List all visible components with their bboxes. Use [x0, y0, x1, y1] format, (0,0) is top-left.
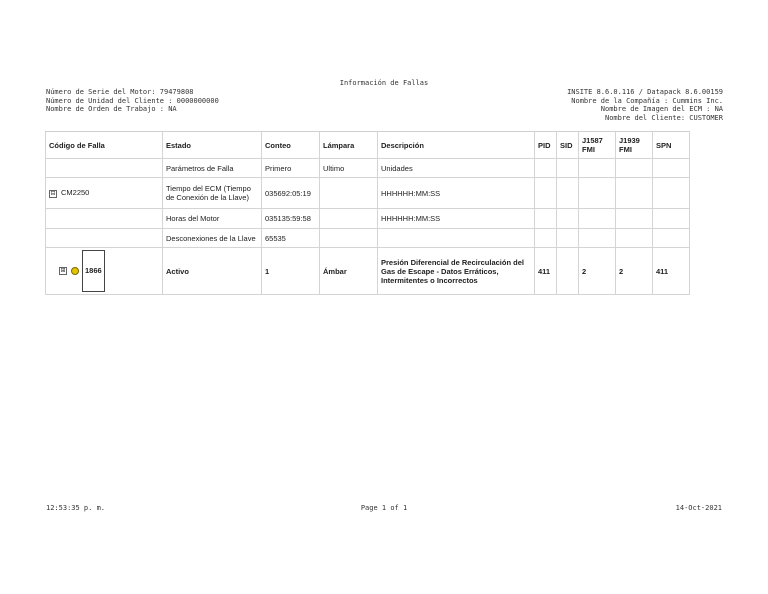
table-cell — [535, 159, 557, 178]
parameter-code: CM2250 — [61, 188, 90, 198]
col-header-pid[interactable]: PID — [535, 132, 557, 159]
table-cell — [535, 209, 557, 229]
footer-date: 14-Oct-2021 — [675, 504, 722, 512]
col-header-status[interactable]: Estado — [163, 132, 262, 159]
table-cell — [557, 178, 579, 209]
header-left-info — [46, 88, 219, 114]
parameter-last-value — [320, 209, 378, 229]
footer-time: 12:53:35 p. m. — [46, 504, 106, 512]
fault-j1939-fmi: 2 — [616, 248, 653, 295]
table-cell — [557, 229, 579, 248]
table-cell — [557, 159, 579, 178]
company-name: Nombre de la Compañía : Cummins Inc. — [571, 96, 723, 105]
subheader-units: Unidades — [378, 159, 535, 178]
customer-name: Nombre del Cliente: CUSTOMER — [604, 113, 723, 122]
ecm-image-name: Nombre de Imagen del ECM : NA — [600, 105, 723, 113]
insite-version: INSITE 8.6.0.116 / Datapack 8.6.00159 — [567, 88, 723, 96]
col-header-sid[interactable]: SID — [557, 132, 579, 159]
report-title: Información de Fallas — [339, 79, 429, 87]
fault-sid — [557, 248, 579, 295]
table-cell — [579, 209, 616, 229]
col-header-j1939-fmi[interactable]: J1939 FMI — [616, 132, 653, 159]
parameter-units: HHHHHH:MM:SS — [378, 178, 535, 209]
subheader-fault-parameters: Parámetros de Falla — [163, 159, 262, 178]
parameter-name: Desconexiones de la Llave — [163, 229, 262, 248]
table-row — [46, 209, 690, 229]
work-order-name: Nombre de Orden de Trabajo : NA — [46, 105, 177, 113]
fault-lamp: Ámbar — [320, 248, 378, 295]
table-row — [46, 229, 690, 248]
fault-code[interactable]: 1866 — [82, 250, 105, 292]
header-right-info — [567, 88, 723, 122]
col-header-description[interactable]: Descripción — [378, 132, 535, 159]
parameter-first-value: 035135:59:58 — [262, 209, 320, 229]
amber-lamp-icon — [71, 267, 79, 275]
customer-unit-number: Número de Unidad del Cliente : 0000000000 — [46, 96, 219, 105]
parameter-last-value — [320, 178, 378, 209]
table-cell — [653, 159, 690, 178]
fault-pid: 411 — [535, 248, 557, 295]
fault-count: 1 — [262, 248, 320, 295]
subheader-last: Ultimo — [320, 159, 378, 178]
parameter-name: Tiempo del ECM (Tiempo de Conexión de la Llave) — [163, 178, 262, 209]
col-header-count[interactable]: Conteo — [262, 132, 320, 159]
table-cell — [579, 229, 616, 248]
table-cell — [653, 178, 690, 209]
table-cell — [46, 178, 163, 209]
table-cell — [616, 229, 653, 248]
parameter-units — [378, 229, 535, 248]
table-cell — [616, 178, 653, 209]
fault-code-cell — [46, 248, 163, 295]
table-subheader-row — [46, 159, 690, 178]
fault-row[interactable] — [46, 248, 690, 295]
table-cell — [557, 209, 579, 229]
table-cell — [579, 178, 616, 209]
table-cell — [616, 209, 653, 229]
parameter-first-value: 65535 — [262, 229, 320, 248]
col-header-fault-code[interactable]: Código de Falla — [46, 132, 163, 159]
parameter-first-value: 035692:05:19 — [262, 178, 320, 209]
col-header-lamp[interactable]: Lámpara — [320, 132, 378, 159]
table-cell — [46, 209, 163, 229]
parameter-name: Horas del Motor — [163, 209, 262, 229]
table-cell — [535, 229, 557, 248]
fault-table — [45, 131, 690, 295]
table-cell — [616, 159, 653, 178]
table-row — [46, 178, 690, 209]
fault-status: Activo — [163, 248, 262, 295]
table-cell — [579, 159, 616, 178]
footer-page-number: Page 1 of 1 — [360, 504, 408, 512]
engine-serial-number: Número de Serie del Motor: 79479808 — [46, 88, 194, 96]
col-header-j1587-fmi[interactable]: J1587 FMI — [579, 132, 616, 159]
table-cell — [653, 229, 690, 248]
table-header-row — [46, 132, 690, 159]
fault-description: Presión Diferencial de Recirculación del Gas de Escape - Datos Erráticos, Intermitentes o Incorrectos — [378, 248, 535, 295]
fault-j1587-fmi: 2 — [579, 248, 616, 295]
table-cell — [46, 159, 163, 178]
table-cell — [46, 229, 163, 248]
parameter-last-value — [320, 229, 378, 248]
expand-toggle-icon[interactable]: ⊞ — [60, 267, 66, 274]
col-header-spn[interactable]: SPN — [653, 132, 690, 159]
table-cell — [653, 209, 690, 229]
fault-spn: 411 — [653, 248, 690, 295]
collapse-toggle-icon[interactable]: ⊟ — [50, 189, 56, 197]
subheader-first: Primero — [262, 159, 320, 178]
table-cell — [535, 178, 557, 209]
parameter-units: HHHHHH:MM:SS — [378, 209, 535, 229]
